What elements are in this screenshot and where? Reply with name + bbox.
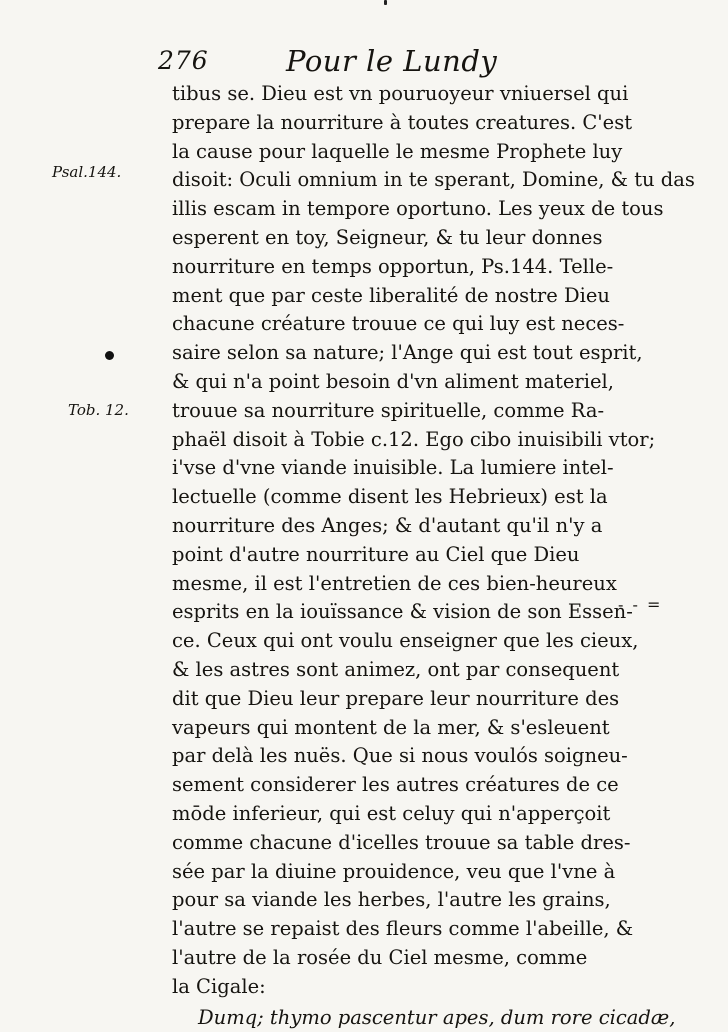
margin-bullet-mark (105, 351, 114, 360)
margin-note-psalm: Psal.144. (52, 163, 121, 181)
text-line: la Cigale: (172, 973, 572, 1002)
text-line: chacune créature trouue ce qui luy est neces- (172, 310, 572, 339)
ink-speck (384, 0, 387, 5)
margin-note-tobit: Tob. 12. (68, 401, 129, 419)
text-line: i'vse d'vne viande inuisible. La lumiere intel- (172, 454, 572, 483)
text-line: la cause pour laquelle le mesme Prophete luy (172, 138, 572, 167)
text-line: vapeurs qui montent de la mer, & s'esleuent (172, 714, 572, 743)
verse-quotation: Dumq; thymo pascentur apes, dum rore cicadæ, (172, 1004, 572, 1032)
text-line: point d'autre nourriture au Ciel que Dieu (172, 541, 572, 570)
text-line: mesme, il est l'entretien de ces bien-heureux (172, 570, 572, 599)
text-line: esprits en la iouïssance & vision de son Essen- (172, 598, 572, 627)
text-line: dit que Dieu leur prepare leur nourriture des (172, 685, 572, 714)
text-line: prepare la nourriture à toutes creatures. C'est (172, 109, 572, 138)
text-line: tibus se. Dieu est vn pouruoyeur vniuersel qui (172, 80, 572, 109)
text-line: esperent en toy, Seigneur, & tu leur donnes (172, 224, 572, 253)
text-line: ce. Ceux qui ont voulu enseigner que les cieux, (172, 627, 572, 656)
text-line: l'autre de la rosée du Ciel mesme, comme (172, 944, 572, 973)
page-header (158, 44, 578, 84)
text-line: trouue sa nourriture spirituelle, comme Ra- (172, 397, 572, 426)
text-line: mōde inferieur, qui est celuy qui n'apperçoit (172, 800, 572, 829)
margin-marks-right: - - = (618, 595, 662, 614)
text-line: illis escam in tempore oportuno. Les yeux de tous (172, 195, 572, 224)
text-line: nourriture en temps opportun, Ps.144. Telle- (172, 253, 572, 282)
body-text (172, 80, 572, 1032)
running-head: Pour le Lundy (286, 44, 497, 78)
text-line: disoit: Oculi omnium in te sperant, Domine, & tu das (172, 166, 572, 195)
text-line: comme chacune d'icelles trouue sa table dres- (172, 829, 572, 858)
text-line: saire selon sa nature; l'Ange qui est tout esprit, (172, 339, 572, 368)
text-line: l'autre se repaist des fleurs comme l'abeille, & (172, 915, 572, 944)
page-number: 276 (158, 46, 209, 75)
text-line: nourriture des Anges; & d'autant qu'il n'y a (172, 512, 572, 541)
text-line: & les astres sont animez, ont par consequent (172, 656, 572, 685)
text-line: ment que par ceste liberalité de nostre Dieu (172, 282, 572, 311)
text-line: lectuelle (comme disent les Hebrieux) est la (172, 483, 572, 512)
text-line: phaël disoit à Tobie c.12. Ego cibo inuisibili vtor; (172, 426, 572, 455)
text-line: & qui n'a point besoin d'vn aliment materiel, (172, 368, 572, 397)
text-line: par delà les nuës. Que si nous voulós soigneu- (172, 742, 572, 771)
text-line: pour sa viande les herbes, l'autre les grains, (172, 886, 572, 915)
text-line: sée par la diuine prouidence, veu que l'vne à (172, 858, 572, 887)
text-line: sement considerer les autres créatures de ce (172, 771, 572, 800)
